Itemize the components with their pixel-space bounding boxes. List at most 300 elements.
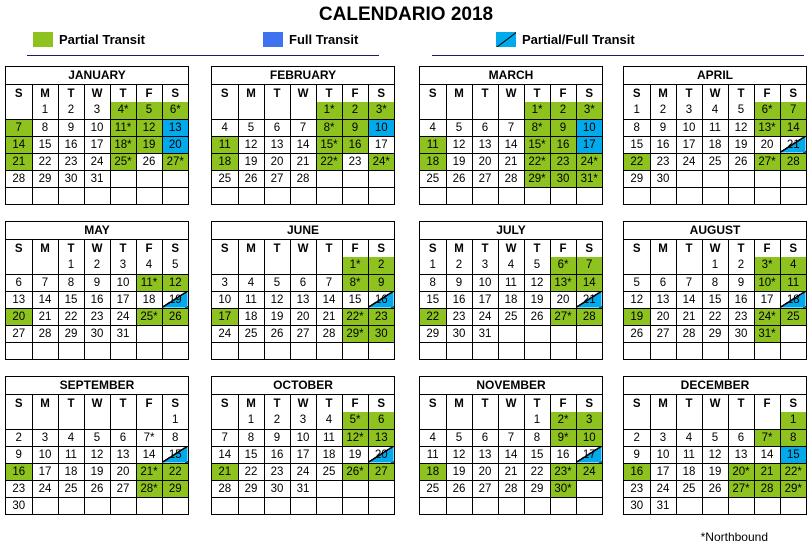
- legend-divider-right: [432, 55, 804, 56]
- day-cell: [136, 170, 162, 187]
- week-row: [212, 274, 394, 291]
- day-cell: [316, 497, 342, 514]
- day-cell: 1: [420, 257, 446, 274]
- weekday-header-row: [420, 240, 602, 257]
- day-cell: 25: [702, 153, 728, 170]
- day-cell: 10: [110, 274, 136, 291]
- day-cell: 6: [110, 429, 136, 446]
- day-cell: [136, 412, 162, 429]
- day-cell: 6: [368, 412, 394, 429]
- month-title: NOVEMBER: [420, 377, 602, 395]
- day-cell: 28: [754, 480, 780, 497]
- day-cell: 28: [212, 480, 238, 497]
- day-cell: 2: [550, 102, 576, 119]
- weekday-header: M: [446, 240, 472, 257]
- day-cell: 24: [650, 480, 676, 497]
- day-cell: [780, 325, 806, 342]
- month-table: [420, 85, 602, 204]
- day-cell: 7: [498, 429, 524, 446]
- day-cell: [676, 257, 702, 274]
- day-cell: 21: [32, 308, 58, 325]
- month-october: [211, 376, 395, 515]
- day-cell: 7*: [754, 429, 780, 446]
- day-cell: 5: [136, 102, 162, 119]
- month-table: [212, 395, 394, 514]
- day-cell: 27: [472, 480, 498, 497]
- day-cell: 8*: [524, 119, 550, 136]
- month-title: AUGUST: [624, 222, 806, 240]
- week-row: [212, 136, 394, 153]
- day-cell: 10: [32, 446, 58, 463]
- week-row: [624, 463, 806, 480]
- day-cell: [316, 187, 342, 204]
- day-cell: 5: [264, 274, 290, 291]
- day-cell: 13: [162, 119, 188, 136]
- day-cell: [650, 342, 676, 359]
- week-row: [6, 153, 188, 170]
- day-cell: 31: [650, 497, 676, 514]
- day-cell: 28: [498, 170, 524, 187]
- day-cell: [290, 497, 316, 514]
- week-row: [624, 136, 806, 153]
- day-cell: [212, 257, 238, 274]
- day-cell: 25: [498, 308, 524, 325]
- day-cell: [6, 412, 32, 429]
- day-cell: 25: [316, 463, 342, 480]
- day-cell: 14: [780, 119, 806, 136]
- week-row: [624, 274, 806, 291]
- day-cell: 1*: [316, 102, 342, 119]
- day-cell: 30: [650, 170, 676, 187]
- day-cell: 5: [702, 429, 728, 446]
- month-table: [420, 395, 602, 514]
- day-cell: 24: [472, 308, 498, 325]
- day-cell: 3: [32, 429, 58, 446]
- day-cell: [342, 170, 368, 187]
- month-title: OCTOBER: [212, 377, 394, 395]
- week-row: [420, 257, 602, 274]
- day-cell: 12: [728, 119, 754, 136]
- day-cell: 25: [212, 170, 238, 187]
- full-transit-swatch: [263, 32, 283, 47]
- day-cell: 4: [702, 102, 728, 119]
- weekday-header: T: [316, 395, 342, 412]
- day-cell: 7: [780, 102, 806, 119]
- day-cell: 4: [238, 274, 264, 291]
- day-cell: 16: [84, 291, 110, 308]
- day-cell: 18: [136, 291, 162, 308]
- day-cell: 11*: [110, 119, 136, 136]
- day-cell: [32, 342, 58, 359]
- weekday-header-row: [212, 395, 394, 412]
- week-row: [420, 463, 602, 480]
- week-row: [624, 342, 806, 359]
- week-row: [212, 429, 394, 446]
- day-cell: 6*: [550, 257, 576, 274]
- day-cell: 1: [524, 412, 550, 429]
- day-cell: 2: [446, 257, 472, 274]
- day-cell: [576, 497, 602, 514]
- day-cell: 28: [290, 170, 316, 187]
- day-cell: 20: [6, 308, 32, 325]
- day-cell: 7: [32, 274, 58, 291]
- day-cell: 24: [32, 480, 58, 497]
- weekday-header: F: [342, 85, 368, 102]
- day-cell: 21: [6, 153, 32, 170]
- week-row: [624, 119, 806, 136]
- week-row: [212, 497, 394, 514]
- legend-label: Partial/Full Transit: [522, 31, 635, 47]
- day-cell: 17: [472, 291, 498, 308]
- day-cell: 18: [420, 153, 446, 170]
- day-cell: 16: [550, 136, 576, 153]
- weekday-header: W: [290, 395, 316, 412]
- week-row: [624, 153, 806, 170]
- day-cell: 21: [676, 308, 702, 325]
- week-row: [6, 480, 188, 497]
- month-title: JANUARY: [6, 67, 188, 85]
- month-title: JULY: [420, 222, 602, 240]
- day-cell: 22: [624, 153, 650, 170]
- weekday-header: M: [238, 395, 264, 412]
- weekday-header: W: [498, 240, 524, 257]
- weekday-header: T: [524, 395, 550, 412]
- day-cell: 25*: [136, 308, 162, 325]
- weekday-header: S: [368, 85, 394, 102]
- day-cell: 16: [728, 291, 754, 308]
- weekday-header-row: [624, 395, 806, 412]
- day-cell: 2*: [550, 412, 576, 429]
- day-cell: [702, 497, 728, 514]
- day-cell: 27*: [550, 308, 576, 325]
- day-cell: 22*: [342, 308, 368, 325]
- weekday-header: M: [238, 240, 264, 257]
- day-cell: 24: [110, 308, 136, 325]
- week-row: [6, 325, 188, 342]
- day-cell: [780, 497, 806, 514]
- day-cell: 9: [264, 429, 290, 446]
- day-cell: 13: [728, 446, 754, 463]
- footnote: *Northbound: [700, 530, 768, 544]
- day-cell: 21: [316, 308, 342, 325]
- week-row: [6, 136, 188, 153]
- week-row: [212, 187, 394, 204]
- day-cell: 4: [420, 429, 446, 446]
- day-cell: 29*: [780, 480, 806, 497]
- weekday-header-row: [6, 395, 188, 412]
- day-cell: [446, 342, 472, 359]
- day-cell: 18: [420, 463, 446, 480]
- day-cell: 4: [136, 257, 162, 274]
- month-november: [419, 376, 603, 515]
- day-cell: [754, 187, 780, 204]
- day-cell: 4: [780, 257, 806, 274]
- weekday-header: T: [728, 85, 754, 102]
- day-cell: 11: [780, 274, 806, 291]
- day-cell: 17: [84, 136, 110, 153]
- day-cell: 31: [290, 480, 316, 497]
- day-cell: 29*: [342, 325, 368, 342]
- day-cell: 20: [650, 308, 676, 325]
- legend-full-transit: [263, 31, 358, 47]
- day-cell: 1: [780, 412, 806, 429]
- day-cell: 23: [728, 308, 754, 325]
- day-cell: [754, 342, 780, 359]
- day-cell: 14: [498, 446, 524, 463]
- day-cell: 12: [136, 119, 162, 136]
- day-cell: 8: [58, 274, 84, 291]
- day-cell: [472, 497, 498, 514]
- week-row: [212, 119, 394, 136]
- week-row: [6, 187, 188, 204]
- day-cell: [212, 187, 238, 204]
- day-cell: [728, 412, 754, 429]
- week-row: [420, 480, 602, 497]
- day-cell: 10: [84, 119, 110, 136]
- weekday-header: T: [316, 85, 342, 102]
- day-cell: [728, 187, 754, 204]
- day-cell: [32, 497, 58, 514]
- week-row: [420, 153, 602, 170]
- week-row: [420, 136, 602, 153]
- day-cell: 14: [316, 291, 342, 308]
- weekday-header: F: [754, 240, 780, 257]
- day-cell: [524, 342, 550, 359]
- week-row: [6, 257, 188, 274]
- day-cell: 16: [368, 291, 394, 308]
- day-cell: [110, 497, 136, 514]
- day-cell: 6: [728, 429, 754, 446]
- week-row: [6, 463, 188, 480]
- day-cell: 22*: [780, 463, 806, 480]
- day-cell: 26: [524, 308, 550, 325]
- day-cell: [446, 102, 472, 119]
- day-cell: 22: [58, 308, 84, 325]
- weekday-header: S: [162, 240, 188, 257]
- day-cell: 28: [316, 325, 342, 342]
- weekday-header: W: [290, 85, 316, 102]
- month-april: [623, 66, 807, 205]
- weekday-header: M: [32, 85, 58, 102]
- day-cell: [576, 187, 602, 204]
- day-cell: 15: [58, 291, 84, 308]
- day-cell: [162, 187, 188, 204]
- day-cell: 5: [162, 257, 188, 274]
- day-cell: [264, 257, 290, 274]
- day-cell: 10: [472, 274, 498, 291]
- week-row: [624, 291, 806, 308]
- day-cell: 13: [650, 291, 676, 308]
- day-cell: 8: [524, 429, 550, 446]
- day-cell: 14: [136, 446, 162, 463]
- day-cell: 13: [368, 429, 394, 446]
- weekday-header-row: [624, 240, 806, 257]
- weekday-header: S: [780, 85, 806, 102]
- page-title: CALENDARIO 2018: [318, 4, 494, 25]
- day-cell: [290, 102, 316, 119]
- day-cell: [264, 342, 290, 359]
- day-cell: 11: [702, 119, 728, 136]
- day-cell: 21: [498, 153, 524, 170]
- day-cell: 2: [84, 257, 110, 274]
- day-cell: [84, 412, 110, 429]
- day-cell: [136, 497, 162, 514]
- day-cell: 9: [624, 446, 650, 463]
- day-cell: [6, 257, 32, 274]
- month-table: [6, 85, 188, 204]
- month-february: [211, 66, 395, 205]
- day-cell: [550, 187, 576, 204]
- day-cell: [238, 257, 264, 274]
- month-title: MAY: [6, 222, 188, 240]
- day-cell: 18: [498, 291, 524, 308]
- day-cell: 23: [650, 153, 676, 170]
- day-cell: 6: [264, 119, 290, 136]
- week-row: [420, 497, 602, 514]
- day-cell: [446, 412, 472, 429]
- day-cell: 24: [212, 325, 238, 342]
- day-cell: 9: [728, 274, 754, 291]
- day-cell: [84, 342, 110, 359]
- day-cell: [212, 412, 238, 429]
- weekday-header: T: [110, 395, 136, 412]
- day-cell: 16: [58, 136, 84, 153]
- day-cell: [498, 412, 524, 429]
- week-row: [420, 274, 602, 291]
- day-cell: 2: [6, 429, 32, 446]
- day-cell: 10: [290, 429, 316, 446]
- weekday-header: T: [58, 240, 84, 257]
- day-cell: 21: [576, 291, 602, 308]
- day-cell: 19: [342, 446, 368, 463]
- day-cell: [264, 187, 290, 204]
- day-cell: 23: [446, 308, 472, 325]
- day-cell: 30: [264, 480, 290, 497]
- day-cell: 15: [702, 291, 728, 308]
- day-cell: 12: [162, 274, 188, 291]
- day-cell: [368, 480, 394, 497]
- weekday-header: T: [472, 240, 498, 257]
- day-cell: [702, 342, 728, 359]
- day-cell: 9: [368, 274, 394, 291]
- day-cell: 15: [32, 136, 58, 153]
- day-cell: 29: [702, 325, 728, 342]
- day-cell: [342, 187, 368, 204]
- day-cell: [576, 342, 602, 359]
- day-cell: 6*: [754, 102, 780, 119]
- weekday-header: S: [420, 240, 446, 257]
- week-row: [212, 463, 394, 480]
- day-cell: 28*: [136, 480, 162, 497]
- day-cell: 23: [6, 480, 32, 497]
- day-cell: 6: [472, 119, 498, 136]
- day-cell: 29: [32, 170, 58, 187]
- day-cell: [498, 497, 524, 514]
- day-cell: 16: [264, 446, 290, 463]
- weekday-header: S: [212, 240, 238, 257]
- week-row: [6, 291, 188, 308]
- day-cell: [368, 170, 394, 187]
- day-cell: 22*: [316, 153, 342, 170]
- day-cell: 27: [472, 170, 498, 187]
- day-cell: [264, 102, 290, 119]
- weekday-header: S: [212, 395, 238, 412]
- day-cell: 29: [58, 325, 84, 342]
- day-cell: [624, 257, 650, 274]
- weekday-header: T: [264, 395, 290, 412]
- day-cell: 27: [368, 463, 394, 480]
- day-cell: 5: [446, 429, 472, 446]
- week-row: [420, 291, 602, 308]
- day-cell: 16: [446, 291, 472, 308]
- day-cell: 23: [342, 153, 368, 170]
- day-cell: 29: [238, 480, 264, 497]
- weekday-header: T: [316, 240, 342, 257]
- day-cell: 22: [524, 463, 550, 480]
- day-cell: [550, 497, 576, 514]
- day-cell: 14: [576, 274, 602, 291]
- day-cell: [342, 342, 368, 359]
- day-cell: 3*: [368, 102, 394, 119]
- day-cell: [498, 325, 524, 342]
- month-table: [6, 240, 188, 359]
- day-cell: 30: [446, 325, 472, 342]
- day-cell: [316, 170, 342, 187]
- day-cell: [212, 342, 238, 359]
- day-cell: 21*: [136, 463, 162, 480]
- day-cell: 3: [84, 102, 110, 119]
- day-cell: 11: [238, 291, 264, 308]
- day-cell: 18: [702, 136, 728, 153]
- day-cell: 6: [290, 274, 316, 291]
- day-cell: 26: [446, 480, 472, 497]
- weekday-header: S: [368, 240, 394, 257]
- day-cell: 19: [728, 136, 754, 153]
- day-cell: 15*: [524, 136, 550, 153]
- day-cell: [702, 412, 728, 429]
- day-cell: [702, 170, 728, 187]
- day-cell: 3*: [754, 257, 780, 274]
- day-cell: 1: [162, 412, 188, 429]
- weekday-header: T: [110, 85, 136, 102]
- month-table: [624, 85, 806, 204]
- weekday-header: F: [136, 85, 162, 102]
- week-row: [624, 480, 806, 497]
- week-row: [420, 412, 602, 429]
- day-cell: 23: [368, 308, 394, 325]
- weekday-header: W: [84, 240, 110, 257]
- day-cell: 11: [58, 446, 84, 463]
- day-cell: 8: [780, 429, 806, 446]
- weekday-header: S: [212, 85, 238, 102]
- day-cell: 7: [212, 429, 238, 446]
- day-cell: 20*: [728, 463, 754, 480]
- day-cell: [498, 102, 524, 119]
- weekday-header: F: [754, 85, 780, 102]
- weekday-header: M: [650, 240, 676, 257]
- day-cell: 10: [576, 119, 602, 136]
- day-cell: [368, 342, 394, 359]
- day-cell: 2: [342, 102, 368, 119]
- day-cell: 16: [342, 136, 368, 153]
- day-cell: 20: [162, 136, 188, 153]
- day-cell: 25: [420, 480, 446, 497]
- week-row: [6, 497, 188, 514]
- day-cell: [420, 497, 446, 514]
- day-cell: 29*: [524, 170, 550, 187]
- day-cell: [676, 342, 702, 359]
- day-cell: 19: [446, 153, 472, 170]
